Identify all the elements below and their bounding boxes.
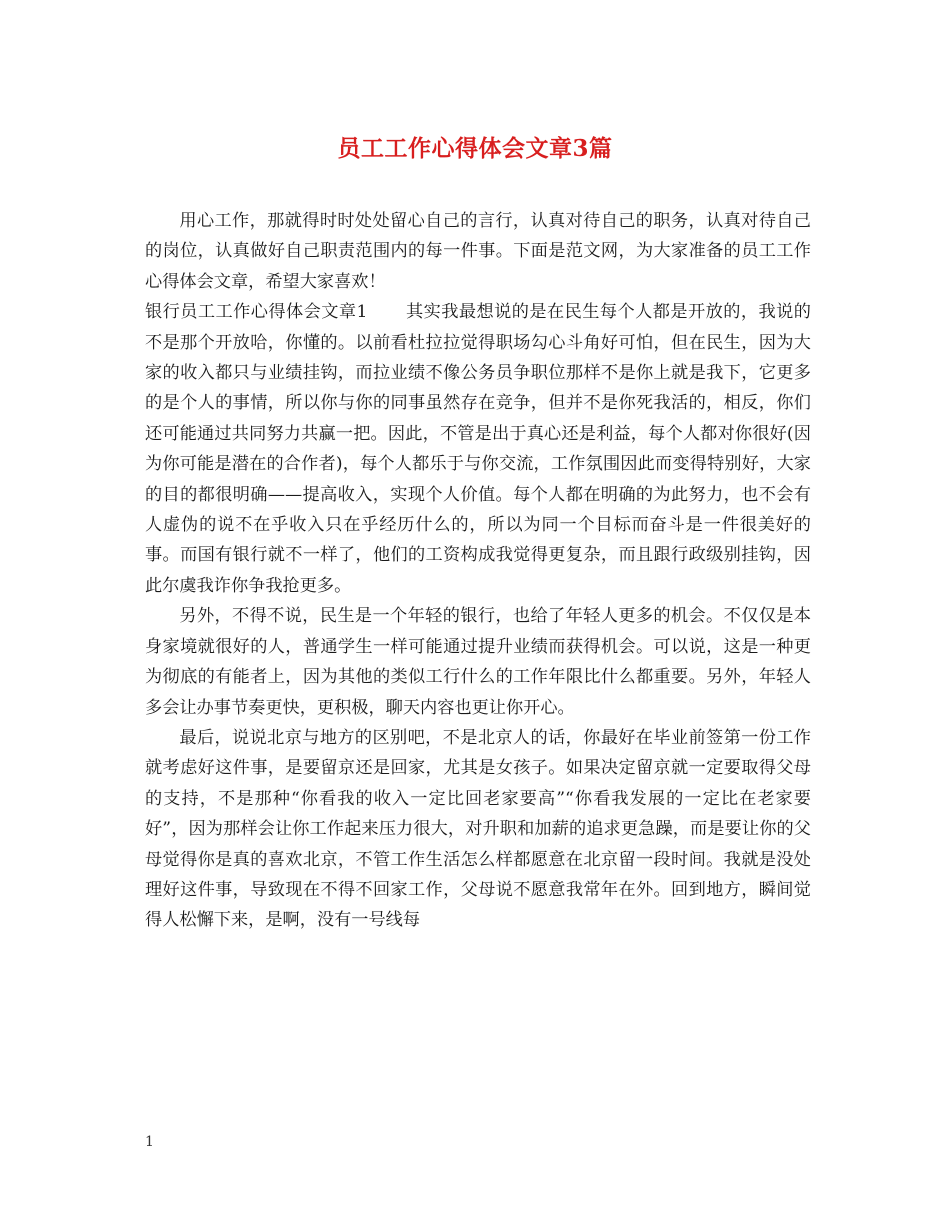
- page-number: 1: [145, 1134, 154, 1150]
- section-1-paragraph-3: 最后，说说北京与地方的区别吧，不是北京人的话，你最好在毕业前签第一份工作就考虑好这件事，是要留京还是回家，尤其是女孩子。如果决定留京就一定要取得父母的支持，不是那种“你看我的收入一定比回老家要高”“你看我发展的一定比在老家要好”，因为那样会让你工作起来压力很大，对升职和加薪的追求更急躁，而是要让你的父母觉得你是真的喜欢北京，不管工作生活怎么样都愿意在北京留一段时间。我就是没处理好这件事，导致现在不得不回家工作，父母说不愿意我常年在外。回到地方，瞬间觉得人松懈下来，是啊，没有一号线每: [145, 727, 811, 931]
- intro-paragraph: 用心工作，那就得时时处处留心自己的言行，认真对待自己的职务，认真对待自己的岗位，认真做好自己职责范围内的每一件事。下面是范文网，为大家准备的员工工作心得体会文章，希望大家喜欢！: [145, 211, 811, 292]
- section-1-paragraph-1: [145, 297, 811, 601]
- section-1-paragraph-2: 另外，不得不说，民生是一个年轻的银行，也给了年轻人更多的机会。不仅仅是本身家境就很好的人，普通学生一样可能通过提升业绩而获得机会。可以说，这是一种更为彻底的有能者上，因为其他的类似工行什么的工作年限比什么都重要。另外，年轻人多会让办事节奏更快，更积极，聊天内容也更让你开心。: [145, 606, 811, 718]
- document-title: 员工工作心得体会文章3篇: [337, 135, 613, 162]
- section-1-paragraph-1-text: 其实我最想说的是在民生每个人都是开放的，我说的不是那个开放哈，你懂的。以前看杜拉拉觉得职场勾心斗角好可怕，但在民生，因为大家的收入都只与业绩挂钩，而拉业绩不像公务员争职位那样不是你上就是我下，它更多的是个人的事情，所以你与你的同事虽然存在竞争，但并不是你死我活的，相反，你们还可能通过共同努力共赢一把。因此，不管是出于真心还是利益，每个人都对你很好(因为你可能是潜在的合作者)，每个人都乐于与你交流，工作氛围因此而变得特别好，大家的目的都很明确——提高收入，实现个人价值。每个人都在明确的为此努力，也不会有人虚伪的说不在乎收入只在乎经历什么的，所以为同一个目标而奋斗是一件很美好的事。而国有银行就不一样了，他们的工资构成我觉得更复杂，而且跟行政级别挂钩，因此尔虞我诈你争我抢更多。: [145, 302, 811, 596]
- section-1-heading: 银行员工工作心得体会文章1: [145, 302, 368, 323]
- document-body: [145, 206, 811, 936]
